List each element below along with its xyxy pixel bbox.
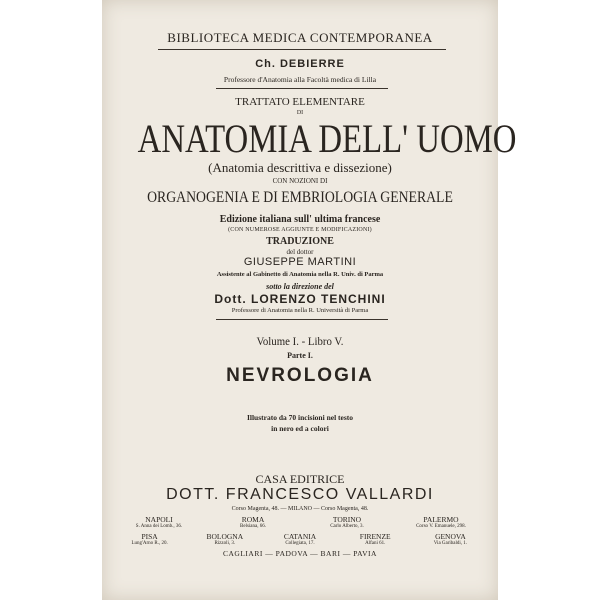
direction-label: sotto la direzione del (266, 282, 334, 291)
branch-address: Lung'Arno R., 20. (131, 541, 168, 546)
director-name: Dott. LORENZO TENCHINI (214, 292, 386, 306)
branch-cities-row1 (112, 515, 488, 524)
branch-city: TORINO (332, 515, 362, 524)
branch-address: S. Anna dei Lomb., 36. (135, 524, 183, 529)
edition-line: Edizione italiana sull' ultima francese (219, 214, 381, 225)
title-di: DI (296, 110, 304, 116)
branch-address: Rizzoli, 3. (214, 541, 236, 546)
volume-part: Parte I. (287, 351, 313, 360)
branch-address: Alfani 61. (365, 541, 386, 546)
illustrations-line2: in nero ed a colori (271, 424, 329, 433)
publisher-milano: Corso Magenta, 48. — MILANO — Corso Magenta, 48. (231, 506, 369, 512)
rule-author (216, 88, 388, 89)
illustrations-line1: Illustrato da 70 incisioni nel testo (246, 413, 354, 422)
traduzione-label: TRADUZIONE (266, 236, 334, 247)
branch-cities-row2 (112, 532, 488, 541)
branch-addresses-row2 (112, 541, 488, 546)
title-page (102, 0, 517, 600)
branch-city: FIRENZE (359, 532, 391, 541)
branch-address: Carlo Alberto, 3. (330, 524, 364, 529)
edition-note: (CON NUMEROSE AGGIUNTE E MODIFICAZIONI) (228, 227, 372, 233)
branch-city: PALERMO (423, 515, 459, 524)
branch-city: ROMA (241, 515, 265, 524)
subject-title: NEVROLOGIA (226, 365, 374, 386)
branch-city: PISA (141, 532, 158, 541)
branch-cities-row3: CAGLIARI — PADOVA — BARI — PAVIA (223, 549, 377, 558)
director-position: Professore di Anatomia nella R. Università di Parma (231, 307, 369, 314)
author-name: Ch. DEBIERRE (255, 58, 345, 70)
branch-addresses-row1 (112, 524, 488, 529)
translator-position: Assistente al Gabinetto di Anatomia nella R. Univ. di Parma (216, 271, 384, 278)
branch-city: BOLOGNA (206, 532, 244, 541)
publisher-label: CASA EDITRICE (255, 472, 345, 486)
branch-address: Corso V. Emanuele, 298. (416, 524, 466, 529)
publisher-name: DOTT. FRANCESCO VALLARDI (166, 486, 434, 503)
branch-address: Belsiana, 66. (240, 524, 266, 529)
rule-top (158, 49, 446, 50)
title-subtitle: (Anatomia descrittiva e dissezione) (208, 160, 392, 175)
del-dottor: del dottor (286, 248, 314, 256)
author-position: Professore d'Anatomia alla Facoltà medica di Lilla (223, 75, 377, 84)
rule-middle (216, 319, 388, 320)
main-title: ANATOMIA DELL' UOMO (137, 116, 517, 161)
translator-name: GIUSEPPE MARTINI (243, 256, 357, 268)
branch-city: GENOVA (435, 532, 466, 541)
title-con-nozioni: CON NOZIONI DI (272, 177, 328, 185)
series-title: BIBLIOTECA MEDICA CONTEMPORANEA (167, 30, 433, 45)
second-title: ORGANOGENIA E DI EMBRIOLOGIA GENERALE (147, 189, 453, 206)
branch-city: CATANIA (283, 532, 317, 541)
volume-line: Volume I. - Libro V. (256, 334, 344, 348)
branch-address: Collegiata, 17. (285, 541, 315, 546)
title-pre: TRATTATO ELEMENTARE (235, 96, 365, 108)
branch-city: NAPOLI (145, 515, 173, 524)
branch-address: Via Garibaldi, 1. (433, 541, 468, 546)
